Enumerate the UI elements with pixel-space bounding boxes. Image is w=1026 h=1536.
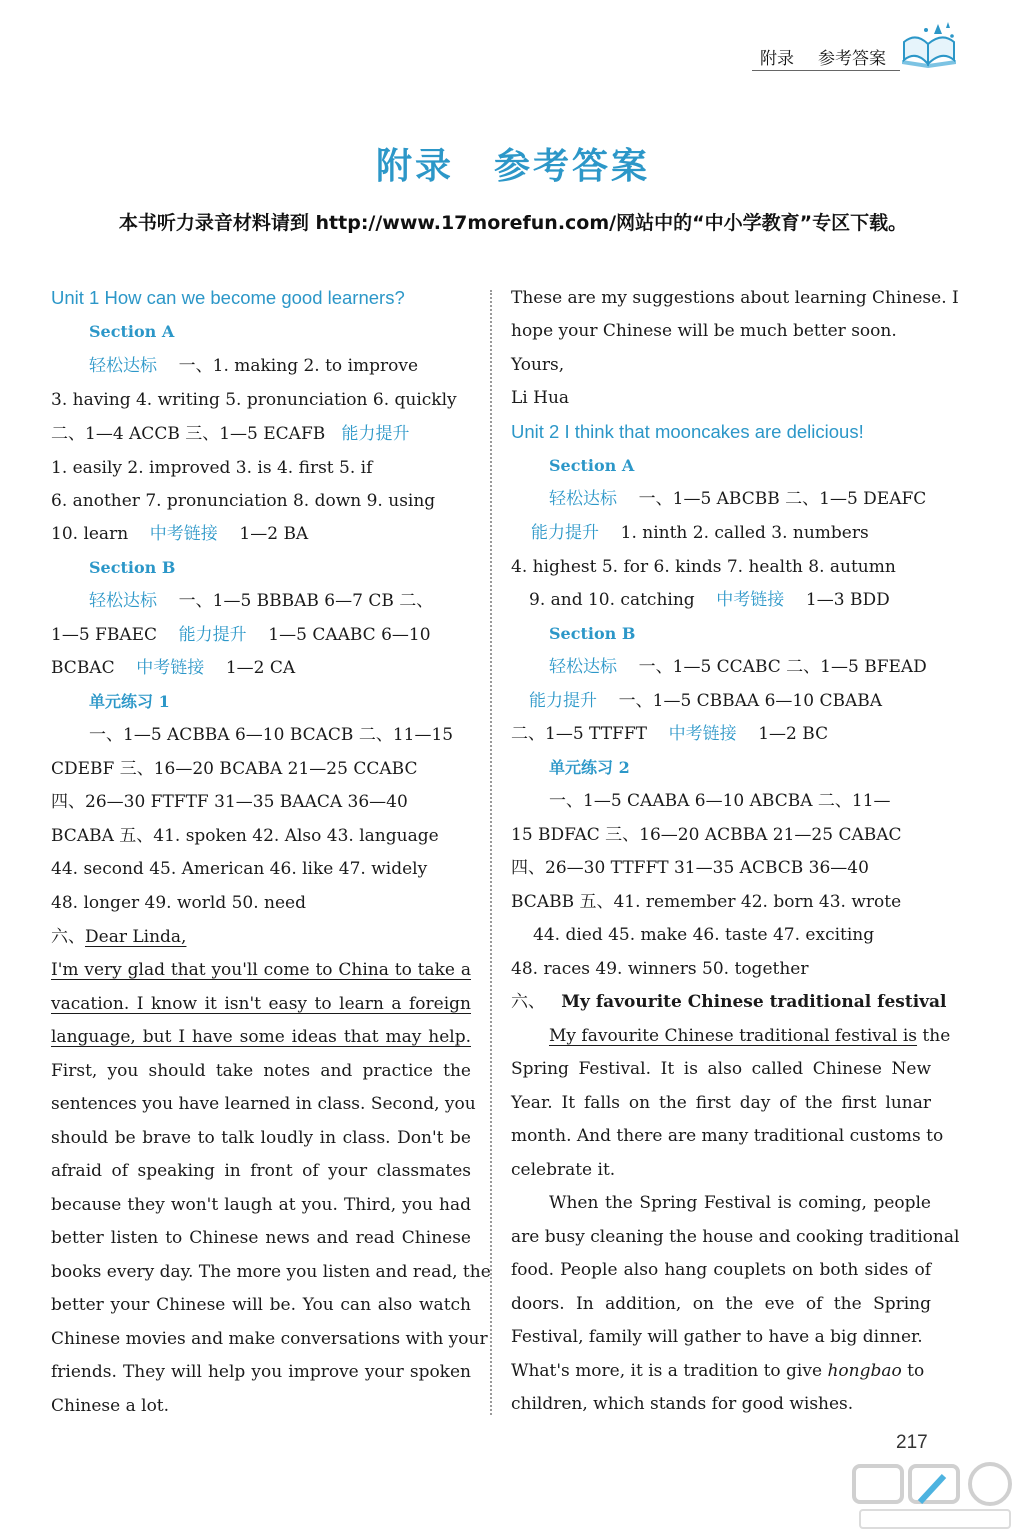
essay-line: Festival, family will gather to have a big dinner.	[511, 1327, 923, 1347]
essay-line: Year. It falls on the first day of the first lunar	[511, 1093, 931, 1113]
essay-line: should be brave to talk loudly in class. Don't be	[51, 1128, 471, 1148]
essay-line: I'm very glad that you'll come to China to take a	[51, 960, 471, 980]
answer-line: 44. second 45. American 46. like 47. widely	[51, 859, 428, 879]
answer-line: 轻松达标 一、1—5 BBBAB 6—7 CB 二、	[89, 591, 434, 611]
answer-line: 四、26—30 FTFTF 31—35 BAACA 36—40	[51, 792, 408, 812]
answer-line: 15 BDFAC 三、16—20 ACBBA 21—25 CABAC	[511, 825, 902, 845]
answer-line: 1. easily 2. improved 3. is 4. first 5. if	[51, 458, 373, 478]
essay-line: When the Spring Festival is coming, people	[549, 1193, 931, 1213]
answer-line: 二、1—4 ACCB 三、1—5 ECAFB 能力提升	[51, 424, 410, 444]
running-header	[760, 40, 900, 74]
section-a-label: Section A	[549, 456, 635, 475]
essay-line: month. And there are many traditional customs to	[511, 1126, 944, 1146]
essay-line: are busy cleaning the house and cooking traditional	[511, 1227, 960, 1247]
answer-line: 二、1—5 TTFFT 中考链接 1—2 BC	[511, 724, 829, 744]
essay-line: vacation. I know it isn't easy to learn a foreign	[51, 994, 471, 1014]
answer-line: 10. learn 中考链接 1—2 BA	[51, 524, 309, 544]
unit1-title: Unit 1 How can we become good learners?	[51, 287, 405, 308]
answer-line: 9. and 10. catching 中考链接 1—3 BDD	[529, 590, 890, 610]
essay-line: afraid of speaking in front of your classmates	[51, 1161, 471, 1181]
header-section: 附录	[760, 49, 794, 69]
watermark-logo	[852, 1462, 1017, 1532]
answer-line: 48. races 49. winners 50. together	[511, 959, 809, 979]
essay-line: What's more, it is a tradition to give hongbao to	[511, 1361, 925, 1381]
essay-line: books every day. The more you listen and read, the	[51, 1262, 491, 1282]
answer-line: 四、26—30 TTFFT 31—35 ACBCB 36—40	[511, 858, 869, 878]
essay-line: better listen to Chinese news and read Chinese	[51, 1228, 471, 1248]
answer-line: 1—5 FBAEC 能力提升 1—5 CAABC 6—10	[51, 625, 431, 645]
essay-line: Chinese movies and make conversations with your	[51, 1329, 488, 1349]
answer-line: 一、1—5 CAABA 6—10 ABCBA 二、11—	[549, 791, 891, 811]
answer-line: 一、1—5 ACBBA 6—10 BCACB 二、11—15	[89, 725, 454, 745]
answer-line: BCABA 五、41. spoken 42. Also 43. language	[51, 826, 439, 846]
essay-line: Spring Festival. It is also called Chinese New	[511, 1059, 931, 1079]
answer-line: 轻松达标 一、1. making 2. to improve	[89, 356, 419, 376]
essay-line: language, but I have some ideas that may help.	[51, 1027, 471, 1047]
answer-line: BCBAC 中考链接 1—2 CA	[51, 658, 296, 678]
essay-line: doors. In addition, on the eve of the Spring	[511, 1294, 931, 1314]
essay-line: Chinese a lot.	[51, 1396, 170, 1416]
section-b-label: Section B	[89, 558, 176, 577]
answer-line: 能力提升 一、1—5 CBBAA 6—10 CBABA	[529, 691, 883, 711]
answer-line: 轻松达标 一、1—5 CCABC 二、1—5 BFEAD	[549, 657, 927, 677]
essay-line: children, which stands for good wishes.	[511, 1394, 854, 1414]
header-rule	[752, 70, 900, 71]
answer-line: 轻松达标 一、1—5 ABCBB 二、1—5 DEAFC	[549, 489, 927, 509]
section-b-label: Section B	[549, 624, 636, 643]
page-number: 217	[896, 1432, 928, 1453]
essay-heading: 六、 My favourite Chinese traditional festival	[511, 992, 947, 1012]
unit-review-label: 单元练习 1	[89, 692, 170, 711]
unit-review-label: 单元练习 2	[549, 758, 630, 777]
essay-salutation: 六、Dear Linda,	[51, 927, 187, 947]
essay-line: These are my suggestions about learning Chinese. I	[511, 288, 959, 308]
download-notice: 本书听力录音材料请到 http://www.17morefun.com/网站中的“中小学教育”专区下载。	[118, 212, 908, 234]
answer-line: 能力提升 1. ninth 2. called 3. numbers	[531, 523, 869, 543]
essay-signature: Li Hua	[511, 388, 570, 408]
answer-line: 4. highest 5. for 6. kinds 7. health 8. autumn	[511, 557, 896, 577]
header-title: 参考答案	[818, 49, 886, 69]
answer-line: CDEBF 三、16—20 BCABA 21—25 CCABC	[51, 759, 418, 779]
essay-closing: Yours,	[511, 355, 565, 375]
answer-line: 3. having 4. writing 5. pronunciation 6. quickly	[51, 390, 457, 410]
essay-line: because they won't laugh at you. Third, you had	[51, 1195, 471, 1215]
answer-line: 6. another 7. pronunciation 8. down 9. using	[51, 491, 436, 511]
essay-line: friends. They will help you improve your spoken	[51, 1362, 471, 1382]
essay-line: My favourite Chinese traditional festival is the	[549, 1026, 951, 1046]
column-divider	[490, 290, 492, 1415]
answer-line: 44. died 45. make 46. taste 47. exciting	[533, 925, 875, 945]
answer-line: BCABB 五、41. remember 42. born 43. wrote	[511, 892, 902, 912]
essay-line: food. People also hang couplets on both sides of	[511, 1260, 931, 1280]
essay-line: better your Chinese will be. You can also watch	[51, 1295, 471, 1315]
essay-line: First, you should take notes and practice the	[51, 1061, 471, 1081]
open-book-icon	[898, 20, 960, 72]
essay-line: celebrate it.	[511, 1160, 616, 1180]
answer-line: 48. longer 49. world 50. need	[51, 893, 306, 913]
unit2-title: Unit 2 I think that mooncakes are delicious!	[511, 421, 864, 442]
section-a-label: Section A	[89, 322, 175, 341]
essay-line: hope your Chinese will be much better soon.	[511, 321, 897, 341]
page-title: 附录 参考答案	[375, 145, 651, 187]
essay-line: sentences you have learned in class. Second, you	[51, 1094, 476, 1114]
